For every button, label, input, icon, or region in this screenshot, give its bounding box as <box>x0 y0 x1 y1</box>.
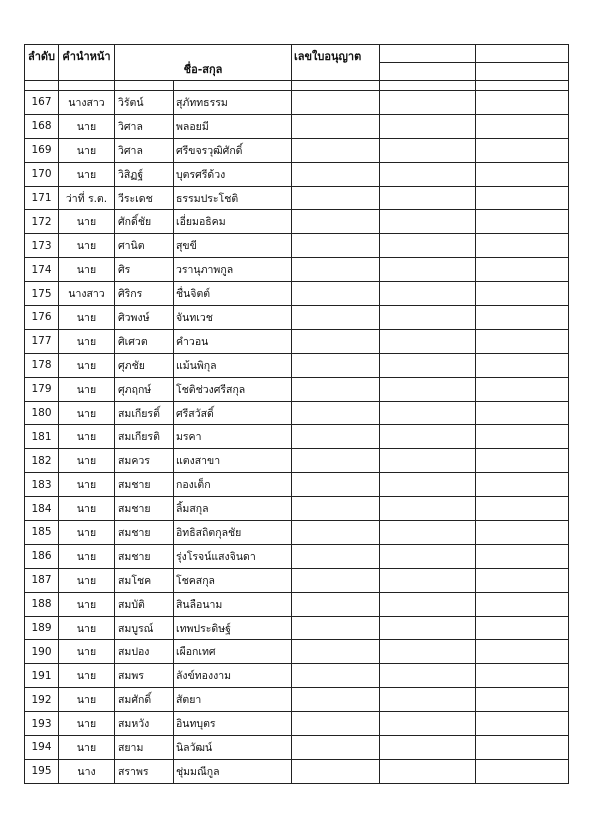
table-row <box>25 616 569 640</box>
row-number: 186 <box>25 544 59 568</box>
row-extra-cell <box>476 688 569 712</box>
table-row <box>25 640 569 664</box>
row-number: 194 <box>25 736 59 760</box>
row-first-name: สมบูรณ์ <box>115 616 174 640</box>
row-extra-cell <box>476 736 569 760</box>
row-first-name: วีระเดช <box>115 186 174 210</box>
table-row <box>25 736 569 760</box>
row-first-name: สมปอง <box>115 640 174 664</box>
row-last-name: ชุ่มมณีกูล <box>174 759 292 783</box>
row-extra-cell <box>380 473 476 497</box>
row-number: 183 <box>25 473 59 497</box>
table-row <box>25 664 569 688</box>
row-first-name: สราพร <box>115 759 174 783</box>
row-extra-cell <box>380 377 476 401</box>
row-first-name: สมศักดิ์ <box>115 688 174 712</box>
row-first-name: ศิวพงษ์ <box>115 306 174 330</box>
table-row <box>25 425 569 449</box>
row-last-name: ลังข์ทองงาม <box>174 664 292 688</box>
row-license-cell <box>292 712 380 736</box>
row-number: 181 <box>25 425 59 449</box>
row-extra-cell <box>380 162 476 186</box>
row-last-name: นิลวัฒน์ <box>174 736 292 760</box>
row-license-cell <box>292 521 380 545</box>
table-row <box>25 353 569 377</box>
header-blank-cell <box>380 63 476 81</box>
row-title: นาย <box>59 329 115 353</box>
row-first-name: วิศาล <box>115 114 174 138</box>
row-title: นาย <box>59 592 115 616</box>
row-first-name: สมหวัง <box>115 712 174 736</box>
row-license-cell <box>292 138 380 162</box>
row-extra-cell <box>380 497 476 521</box>
table-row <box>25 688 569 712</box>
row-license-cell <box>292 114 380 138</box>
row-last-name: ศรีขจรวุฒิศักดิ์ <box>174 138 292 162</box>
row-extra-cell <box>476 592 569 616</box>
row-extra-cell <box>380 425 476 449</box>
row-number: 170 <box>25 162 59 186</box>
row-first-name: วิศาล <box>115 138 174 162</box>
row-last-name: เอี่ยมอธิคม <box>174 210 292 234</box>
row-number: 192 <box>25 688 59 712</box>
row-title: นาย <box>59 425 115 449</box>
row-first-name: ศานิต <box>115 234 174 258</box>
table-row <box>25 138 569 162</box>
row-first-name: สมควร <box>115 449 174 473</box>
row-extra-cell <box>476 353 569 377</box>
row-extra-cell <box>476 377 569 401</box>
row-license-cell <box>292 258 380 282</box>
table-row <box>25 568 569 592</box>
row-number: 178 <box>25 353 59 377</box>
row-number: 191 <box>25 664 59 688</box>
row-extra-cell <box>380 258 476 282</box>
row-title: นาย <box>59 568 115 592</box>
row-title: นาย <box>59 497 115 521</box>
row-title: นาย <box>59 210 115 234</box>
row-title: นาย <box>59 234 115 258</box>
row-license-cell <box>292 377 380 401</box>
row-number: 169 <box>25 138 59 162</box>
row-extra-cell <box>476 521 569 545</box>
row-first-name: สมบัติ <box>115 592 174 616</box>
row-license-cell <box>292 664 380 688</box>
row-last-name: เผือกเทศ <box>174 640 292 664</box>
row-title: นาย <box>59 712 115 736</box>
table-row <box>25 186 569 210</box>
row-number: 176 <box>25 306 59 330</box>
row-number: 177 <box>25 329 59 353</box>
row-number: 188 <box>25 592 59 616</box>
row-extra-cell <box>476 210 569 234</box>
row-extra-cell <box>380 664 476 688</box>
row-first-name: ศุภฤกษ์ <box>115 377 174 401</box>
row-extra-cell <box>476 162 569 186</box>
row-license-cell <box>292 616 380 640</box>
row-last-name: รุ่งโรจน์แสงจินดา <box>174 544 292 568</box>
row-last-name: สินลือนาม <box>174 592 292 616</box>
row-number: 193 <box>25 712 59 736</box>
row-extra-cell <box>476 91 569 115</box>
row-last-name: คำวอน <box>174 329 292 353</box>
row-license-cell <box>292 759 380 783</box>
header-row <box>25 45 569 63</box>
row-last-name: ชื่นจิตต์ <box>174 282 292 306</box>
row-extra-cell <box>380 306 476 330</box>
row-number: 182 <box>25 449 59 473</box>
table-row <box>25 258 569 282</box>
row-extra-cell <box>380 210 476 234</box>
row-extra-cell <box>380 114 476 138</box>
row-license-cell <box>292 234 380 258</box>
row-extra-cell <box>476 640 569 664</box>
row-title: นาย <box>59 664 115 688</box>
row-extra-cell <box>380 759 476 783</box>
table-row <box>25 91 569 115</box>
row-extra-cell <box>476 282 569 306</box>
row-last-name: บุตรศรีด้วง <box>174 162 292 186</box>
row-number: 180 <box>25 401 59 425</box>
row-license-cell <box>292 449 380 473</box>
row-extra-cell <box>476 401 569 425</box>
row-extra-cell <box>476 497 569 521</box>
header-blank-cell <box>476 45 569 63</box>
row-extra-cell <box>380 616 476 640</box>
row-title: นาย <box>59 377 115 401</box>
row-last-name: กองเต็ก <box>174 473 292 497</box>
row-number: 185 <box>25 521 59 545</box>
row-title: นาย <box>59 616 115 640</box>
table-row <box>25 401 569 425</box>
row-last-name: แม้นพิกุล <box>174 353 292 377</box>
row-extra-cell <box>476 234 569 258</box>
row-last-name: พลอยมี <box>174 114 292 138</box>
header-gap-row <box>25 81 569 91</box>
row-title: นาย <box>59 449 115 473</box>
row-extra-cell <box>476 306 569 330</box>
table-row <box>25 473 569 497</box>
row-title: นาย <box>59 138 115 162</box>
row-first-name: สมเกียรติ <box>115 425 174 449</box>
row-number: 187 <box>25 568 59 592</box>
row-license-cell <box>292 162 380 186</box>
row-extra-cell <box>380 449 476 473</box>
row-extra-cell <box>380 138 476 162</box>
row-license-cell <box>292 306 380 330</box>
row-title: นางสาว <box>59 91 115 115</box>
row-license-cell <box>292 640 380 664</box>
row-extra-cell <box>380 568 476 592</box>
row-extra-cell <box>476 449 569 473</box>
row-first-name: ศิริกร <box>115 282 174 306</box>
row-license-cell <box>292 568 380 592</box>
row-license-cell <box>292 592 380 616</box>
table-row <box>25 162 569 186</box>
table-row <box>25 210 569 234</box>
row-license-cell <box>292 425 380 449</box>
row-last-name: สัตยา <box>174 688 292 712</box>
table-row <box>25 521 569 545</box>
table-row <box>25 759 569 783</box>
row-license-cell <box>292 329 380 353</box>
row-extra-cell <box>380 544 476 568</box>
row-first-name: ศิเศวต <box>115 329 174 353</box>
row-title: นาย <box>59 736 115 760</box>
row-extra-cell <box>476 568 569 592</box>
header-license: เลขใบอนุญาต <box>292 45 380 81</box>
row-first-name: สมพร <box>115 664 174 688</box>
table-row <box>25 712 569 736</box>
row-license-cell <box>292 688 380 712</box>
row-number: 175 <box>25 282 59 306</box>
row-last-name: แตงสาขา <box>174 449 292 473</box>
row-license-cell <box>292 473 380 497</box>
row-extra-cell <box>380 234 476 258</box>
row-first-name: สมชาย <box>115 521 174 545</box>
row-first-name: สมชาย <box>115 544 174 568</box>
row-last-name: ลิ้มสกุล <box>174 497 292 521</box>
row-number: 190 <box>25 640 59 664</box>
row-last-name: โชติช่วงศรีสกุล <box>174 377 292 401</box>
row-title: นาย <box>59 688 115 712</box>
table-row <box>25 592 569 616</box>
row-license-cell <box>292 91 380 115</box>
row-extra-cell <box>476 664 569 688</box>
row-title: นาย <box>59 521 115 545</box>
row-first-name: สยาม <box>115 736 174 760</box>
row-number: 189 <box>25 616 59 640</box>
row-number: 179 <box>25 377 59 401</box>
row-number: 195 <box>25 759 59 783</box>
table-row <box>25 377 569 401</box>
header-blank-cell <box>380 45 476 63</box>
row-number: 174 <box>25 258 59 282</box>
row-number: 173 <box>25 234 59 258</box>
row-extra-cell <box>380 282 476 306</box>
row-extra-cell <box>476 138 569 162</box>
row-extra-cell <box>380 91 476 115</box>
row-extra-cell <box>476 425 569 449</box>
row-number: 172 <box>25 210 59 234</box>
row-first-name: สมชาย <box>115 497 174 521</box>
table-row <box>25 234 569 258</box>
row-extra-cell <box>476 712 569 736</box>
row-extra-cell <box>476 114 569 138</box>
row-license-cell <box>292 736 380 760</box>
license-table <box>24 44 569 784</box>
table-row <box>25 114 569 138</box>
header-no: ลำดับ <box>25 45 59 81</box>
row-first-name: ศุภชัย <box>115 353 174 377</box>
table-row <box>25 449 569 473</box>
row-extra-cell <box>476 616 569 640</box>
row-last-name: มรคา <box>174 425 292 449</box>
row-extra-cell <box>380 186 476 210</box>
license-list-sheet <box>24 44 568 784</box>
table-row <box>25 544 569 568</box>
row-extra-cell <box>380 401 476 425</box>
row-last-name: ศรีสวัสดิ์ <box>174 401 292 425</box>
row-license-cell <box>292 282 380 306</box>
row-license-cell <box>292 497 380 521</box>
row-title: ว่าที่ ร.ต. <box>59 186 115 210</box>
row-extra-cell <box>380 688 476 712</box>
row-license-cell <box>292 401 380 425</box>
table-row <box>25 306 569 330</box>
row-extra-cell <box>476 186 569 210</box>
row-last-name: อิทธิสถิตกุลชัย <box>174 521 292 545</box>
row-last-name: ธรรมประโชติ <box>174 186 292 210</box>
row-last-name: สุภัททธรรม <box>174 91 292 115</box>
row-extra-cell <box>476 759 569 783</box>
row-first-name: สมโชค <box>115 568 174 592</box>
table-row <box>25 282 569 306</box>
row-last-name: จันทเวช <box>174 306 292 330</box>
row-first-name: ศิร <box>115 258 174 282</box>
row-license-cell <box>292 186 380 210</box>
table-row <box>25 497 569 521</box>
row-title: นาย <box>59 162 115 186</box>
row-license-cell <box>292 353 380 377</box>
row-extra-cell <box>380 521 476 545</box>
row-number: 168 <box>25 114 59 138</box>
header-blank-cell <box>476 63 569 81</box>
row-extra-cell <box>476 544 569 568</box>
row-last-name: เทพประดิษฐ์ <box>174 616 292 640</box>
row-title: นาย <box>59 258 115 282</box>
row-first-name: สมชาย <box>115 473 174 497</box>
row-extra-cell <box>476 329 569 353</box>
row-last-name: อินทบุตร <box>174 712 292 736</box>
row-title: นาย <box>59 306 115 330</box>
row-first-name: ศักดิ์ชัย <box>115 210 174 234</box>
row-title: นาย <box>59 353 115 377</box>
row-last-name: สุขขี <box>174 234 292 258</box>
row-number: 167 <box>25 91 59 115</box>
row-title: นาย <box>59 544 115 568</box>
row-title: นาย <box>59 401 115 425</box>
row-title: นางสาว <box>59 282 115 306</box>
row-number: 171 <box>25 186 59 210</box>
row-extra-cell <box>380 712 476 736</box>
table-row <box>25 329 569 353</box>
row-license-cell <box>292 544 380 568</box>
row-extra-cell <box>476 258 569 282</box>
row-extra-cell <box>380 592 476 616</box>
row-extra-cell <box>380 736 476 760</box>
row-extra-cell <box>476 473 569 497</box>
row-title: นาย <box>59 114 115 138</box>
row-extra-cell <box>380 329 476 353</box>
row-first-name: วิรัตน์ <box>115 91 174 115</box>
row-extra-cell <box>380 640 476 664</box>
row-title: นาย <box>59 473 115 497</box>
row-last-name: วรานุภาพกูล <box>174 258 292 282</box>
row-first-name: วิสิฏฐ์ <box>115 162 174 186</box>
header-title: คำนำหน้า <box>59 45 115 81</box>
row-number: 184 <box>25 497 59 521</box>
row-last-name: โชคสกุล <box>174 568 292 592</box>
row-extra-cell <box>380 353 476 377</box>
row-title: นาง <box>59 759 115 783</box>
row-first-name: สมเกียรติ์ <box>115 401 174 425</box>
header-name: ชื่อ-สกุล <box>115 45 292 81</box>
row-title: นาย <box>59 640 115 664</box>
row-license-cell <box>292 210 380 234</box>
